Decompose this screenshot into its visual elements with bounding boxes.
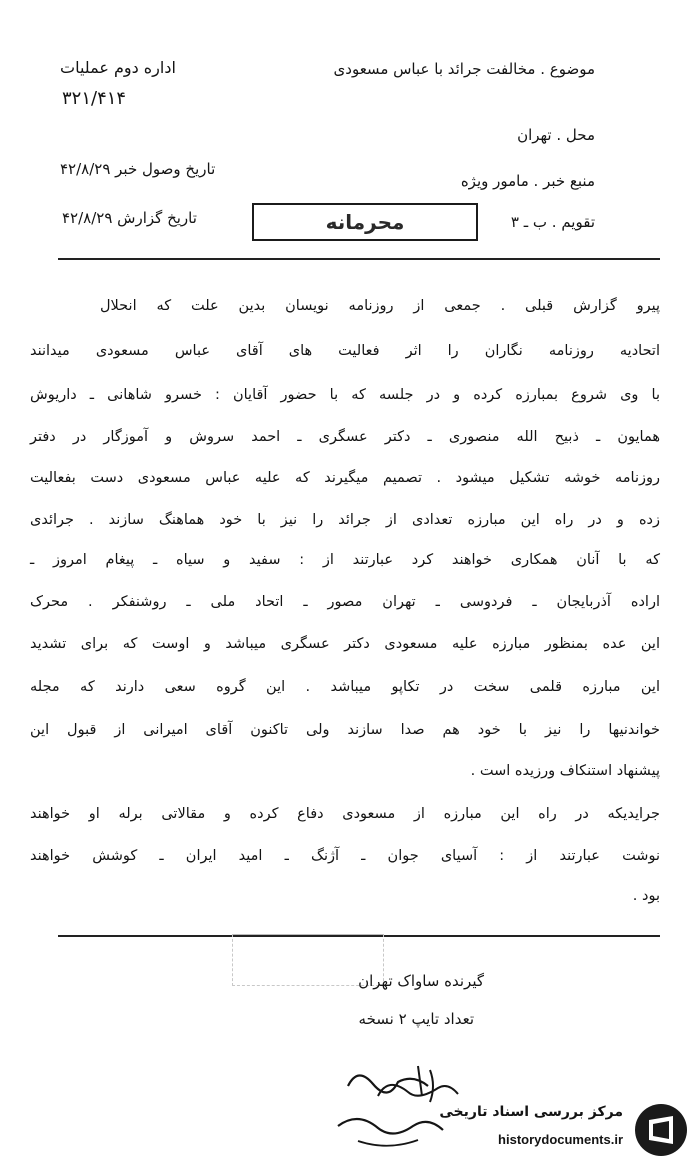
- copies-line: تعداد تایپ ۲ نسخه: [358, 1010, 474, 1028]
- body-line: اراده آذربایجان ـ فردوسی ـ تهران مصور ـ اتحاد ملی ـ روشنفکر . محرک: [30, 594, 660, 610]
- report-date: تاریخ گزارش ۴۲/۸/۲۹: [62, 209, 197, 227]
- confidential-stamp: محرمانه: [252, 203, 478, 241]
- body-line: جرایدیکه در راه این مبارزه از مسعودی دفاع کرده و مقالاتی برله او خواهند: [30, 806, 660, 822]
- watermark: [437, 1098, 693, 1160]
- body-line: زده و در راه این مبارزه تعدادی از جرائد را نیز با خود هماهنگ سازند . جرائدی: [30, 512, 660, 528]
- body-line: اتحادیه روزنامه نگاران را اثر فعالیت های آقای عباس مسعودی میدانند: [30, 343, 660, 359]
- body-line: همایون ـ ذبیح الله منصوری ـ دکتر عسگری ـ احمد سروش و آموزگار در دفتر: [30, 429, 660, 445]
- watermark-title: مرکز بررسی اسناد تاریخی: [439, 1104, 623, 1120]
- source-line: منبع خبر . مامور ویژه: [460, 172, 595, 190]
- evaluation-line: تقویم . ب ـ ۳: [510, 213, 595, 231]
- recipient-line: گیرنده ساواک تهران: [358, 972, 484, 990]
- body-line: بود .: [632, 888, 660, 904]
- watermark-url: historydocuments.ir: [498, 1132, 623, 1147]
- body-line: خواندنیها را نیز با خود هم صدا سازند ولی تاکنون آقای امیرانی از قبول این: [30, 722, 660, 738]
- body-line: با وی شروع بمبارزه کرده و در جلسه که با حضور آقایان : خسرو شاهانی ـ داریوش: [30, 387, 660, 403]
- body-line: که با آنان همکاری خواهند کرد عبارتند از : سفید و سیاه ـ پیغام امروز ـ: [30, 552, 660, 568]
- reference-number: ۳۲۱/۴۱۴: [62, 88, 127, 109]
- body-line: پیرو گزارش قبلی . جمعی از روزنامه نویسان بدین علت که انحلال: [100, 298, 660, 314]
- subject-line: موضوع . مخالفت جرائد با عباس مسعودی: [333, 60, 595, 78]
- body-line: این عده بمنظور مبارزه علیه مسعودی دکتر عسگری میباشد و اوست که برای تشدید: [30, 636, 660, 652]
- date-received: تاریخ وصول خبر ۴۲/۸/۲۹: [60, 160, 216, 178]
- body-line: نوشت عبارتند از : آسیای جوان ـ آژنگ ـ امید ایران ـ کوشش خواهند: [30, 848, 660, 864]
- body-line: پیشنهاد استنکاف ورزیده است .: [470, 763, 660, 779]
- archive-logo-icon: [633, 1102, 689, 1158]
- header-divider: [58, 258, 660, 260]
- body-line: این مبارزه قلمی سخت در تکاپو میباشد . این گروه سعی دارند که مجله: [30, 679, 660, 695]
- location-line: محل . تهران: [517, 126, 595, 144]
- body-line: روزنامه خوشه تشکیل میشود . تصمیم میگیرند که علیه عباس مسعودی دست بفعالیت: [30, 470, 660, 486]
- department-line: اداره دوم عملیات: [60, 58, 176, 77]
